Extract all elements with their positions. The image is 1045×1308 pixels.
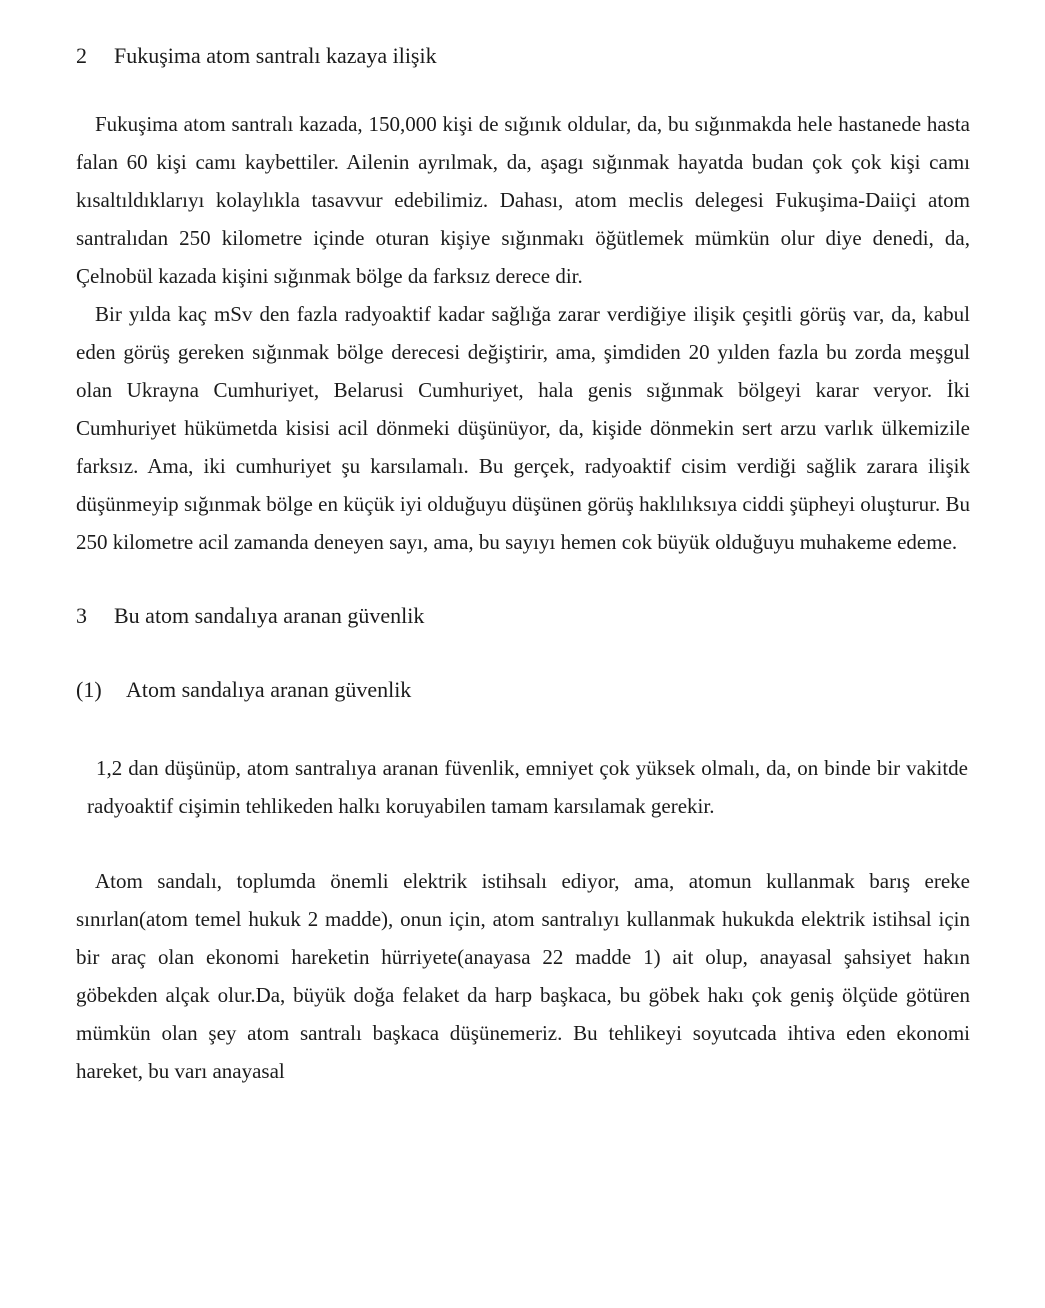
section-number: 3 <box>76 603 87 628</box>
section-heading <box>76 37 970 75</box>
section-heading <box>76 597 970 635</box>
section-title: Fukuşima atom santralı kazaya ilişik <box>114 43 437 68</box>
section-number: 2 <box>76 43 87 68</box>
document-content <box>76 37 970 1090</box>
body-paragraph: Bir yılda kaç mSv den fazla radyoaktif kadar sağlığa zarar verdiğiye ilişik çeşitli görüş var, da, kabul eden görüş gereken sığınmak bölge derecesi değiştirir, ama, şimdiden 20 yılden fazla bu zorda meşgul olan Ukrayna Cumhuriyet, Belarusi Cumhuriyet, hala genis sığınmak bölgeyi karar veryor. İki Cumhuriyet hükümetda kisisi acil dönmeki düşünüyor, da, kişide dönmekin sert arzu varlık ülkemizile farksız. Ama, iki cumhuriyet şu karsılamalı. Bu gerçek, radyoaktif cisim verdiği sağlik zarara ilişik düşünmeyip sığınmak bölge en küçük iyi olduğuyu düşünen görüş haklılıksıya ciddi şüpheyi oluşturur. Bu 250 kilometre acil zamanda deneyen sayı, ama, bu sayıyı hemen cok büyük olduğuyu muhakeme edeme. <box>76 302 970 554</box>
body-paragraph: Atom sandalı, toplumda önemli elektrik istihsalı ediyor, ama, atomun kullanmak barış ereke sınırlan(atom temel hukuk 2 madde), onun için, atom santralıyı kullanmak hukukda elektrik istihsal için bir araç olan ekonomi hareketin hürriyete(anayasa 22 madde 1) ait olup, anayasal şahsiyet hakın göbekden alçak olur.Da, büyük doğa felaket da harp başkaca, bu göbek hakı çok geniş ölçüde götüren mümkün olan şey atom santralı başkaca düşünemeriz. Bu tehlikeyi soyutcada ihtiva eden ekonomi hareket, bu varı anayasal <box>76 869 970 1083</box>
subsection-heading <box>76 671 970 709</box>
body-paragraph: Fukuşima atom santralı kazada, 150,000 kişi de sığınık oldular, da, bu sığınmakda hele hastanede hasta falan 60 kişi camı kaybettiler. Ailenin ayrılmak, da, aşagı sığınmak hayatda budan çok çok kişi camı kısaltıldıklarıyı kolaylıkla tasavvur edebilimiz. Dahası, atom meclis delegesi Fukuşima-Daiiçi atom santralıdan 250 kilometre içinde oturan kişiye sığınmakı öğütlemek mümkün olur diye denedi, da, Çelnobül kazada kişini sığınmak bölge da farksız derece dir. <box>76 112 970 288</box>
section-number: (1) <box>76 677 102 702</box>
block-quote: 1,2 dan düşünüp, atom santralıya aranan füvenlik, emniyet çok yüksek olmalı, da, on binde bir vakitde radyoaktif cişimin tehlikeden halkı koruyabilen tamam karsılamak gerekir. <box>87 756 968 818</box>
section-title: Bu atom sandalıya aranan güvenlik <box>114 603 425 628</box>
section-title: Atom sandalıya aranan güvenlik <box>126 677 412 702</box>
